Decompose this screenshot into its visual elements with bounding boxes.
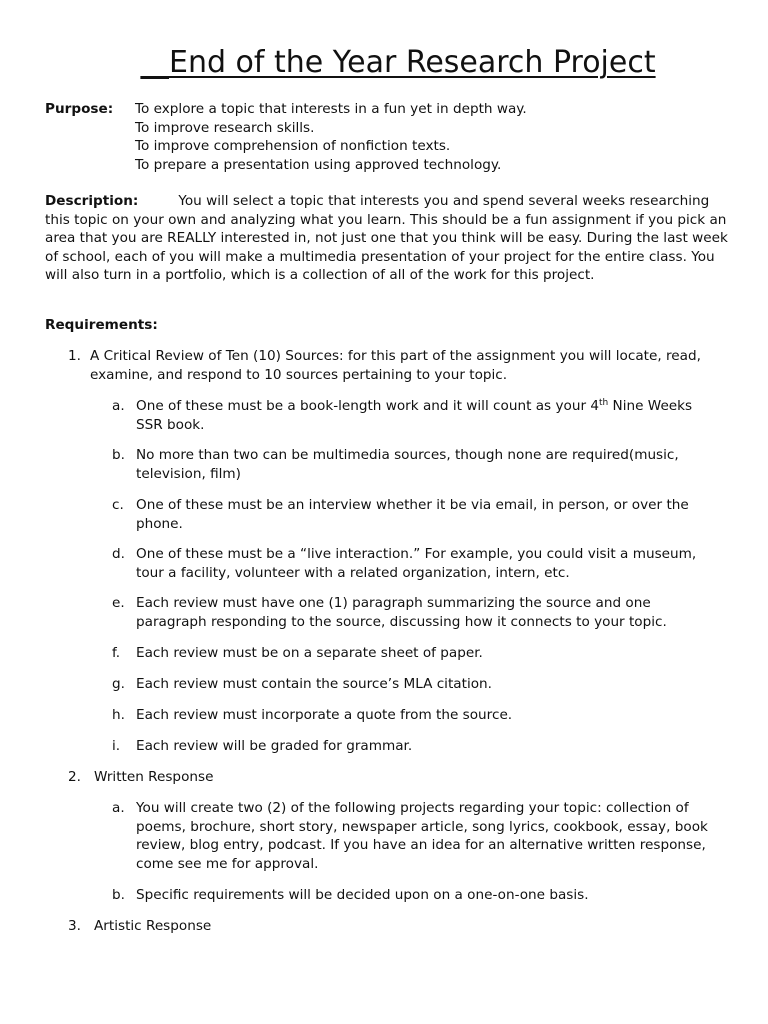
subitem-letter: h. xyxy=(112,707,125,723)
subitem-text xyxy=(136,397,720,434)
purpose-line: To explore a topic that interests in a fun yet in depth way. xyxy=(135,101,527,117)
title-text: End of the Year Research Project xyxy=(169,45,656,80)
subitem-text: One of these must be an interview whether it be via email, in person, or over the phone. xyxy=(136,497,689,532)
description-text: You will select a topic that interests you and spend several weeks researching this topic on your own and analyzing what you learn. This should be a fun assignment if you pick an area that you are REALLY interested in, not just one that you think will be easy. During the last week of school, each of you will make a multimedia presentation of your project for the entire class. You will also turn in a portfolio, which is a collection of all of the work for this project. xyxy=(45,193,728,283)
description-label: Description: xyxy=(45,193,139,209)
purpose-line: To improve comprehension of nonfiction texts. xyxy=(135,138,451,154)
subitem-text: Each review must be on a separate sheet of paper. xyxy=(136,645,483,661)
subitem-letter: d. xyxy=(112,546,125,562)
subitem-text: Specific requirements will be decided upon on a one-on-one basis. xyxy=(136,887,589,903)
purpose-line: To prepare a presentation using approved technology. xyxy=(135,156,502,173)
subitem-letter: a. xyxy=(112,800,125,816)
subitem-letter: b. xyxy=(112,447,125,463)
requirements-label: Requirements: xyxy=(45,317,158,333)
purpose-line: To improve research skills. xyxy=(135,119,315,136)
superscript: th xyxy=(599,398,609,408)
subitem-text: Each review must incorporate a quote from the source. xyxy=(136,707,513,723)
item-number: 1. xyxy=(68,348,81,364)
subitem-text: One of these must be a “live interaction.” For example, you could visit a museum, tour a facility, volunteer with a related organization, intern, etc. xyxy=(136,546,697,581)
subitem-letter: b. xyxy=(112,887,125,903)
item-number: 3. xyxy=(68,918,81,934)
document-title xyxy=(0,44,768,82)
item-text: A Critical Review of Ten (10) Sources: for this part of the assignment you will locate, read, examine, and respond to 10 sources pertaining to your topic. xyxy=(90,348,701,383)
purpose-label: Purpose: xyxy=(45,101,114,117)
subitem-letter: i. xyxy=(112,738,121,754)
subitem-text: Each review must have one (1) paragraph summarizing the source and one paragraph responding to the source, discussing how it connects to your topic. xyxy=(136,595,667,630)
subitem-text: No more than two can be multimedia sources, though none are required(music, television, film) xyxy=(136,447,679,482)
subitem-letter: a. xyxy=(112,398,125,414)
subitem-letter: e. xyxy=(112,595,125,611)
subitem-text-part: Nine Weeks SSR book. xyxy=(136,398,693,433)
item-text: Artistic Response xyxy=(94,918,212,934)
subitem-letter: g. xyxy=(112,676,125,692)
subitem-text: Each review must contain the source’s MLA citation. xyxy=(136,676,492,692)
item-text: Written Response xyxy=(94,769,214,785)
item-number: 2. xyxy=(68,769,81,785)
subitem-text: You will create two (2) of the following projects regarding your topic: collection of poems, brochure, short story, newspaper article, song lyrics, cookbook, essay, book review, blog entry, podcast. If you have an idea for an alternative written response, come see me for approval. xyxy=(136,800,708,872)
purpose-lines xyxy=(135,100,527,174)
subitem-text: Each review will be graded for grammar. xyxy=(136,738,413,754)
subitem-letter: f. xyxy=(112,645,121,661)
subitem-text-part: One of these must be a book-length work and it will count as your 4 xyxy=(136,398,599,414)
title-underline-lead xyxy=(140,45,169,80)
description-section xyxy=(45,192,728,285)
subitem-letter: c. xyxy=(112,497,124,513)
